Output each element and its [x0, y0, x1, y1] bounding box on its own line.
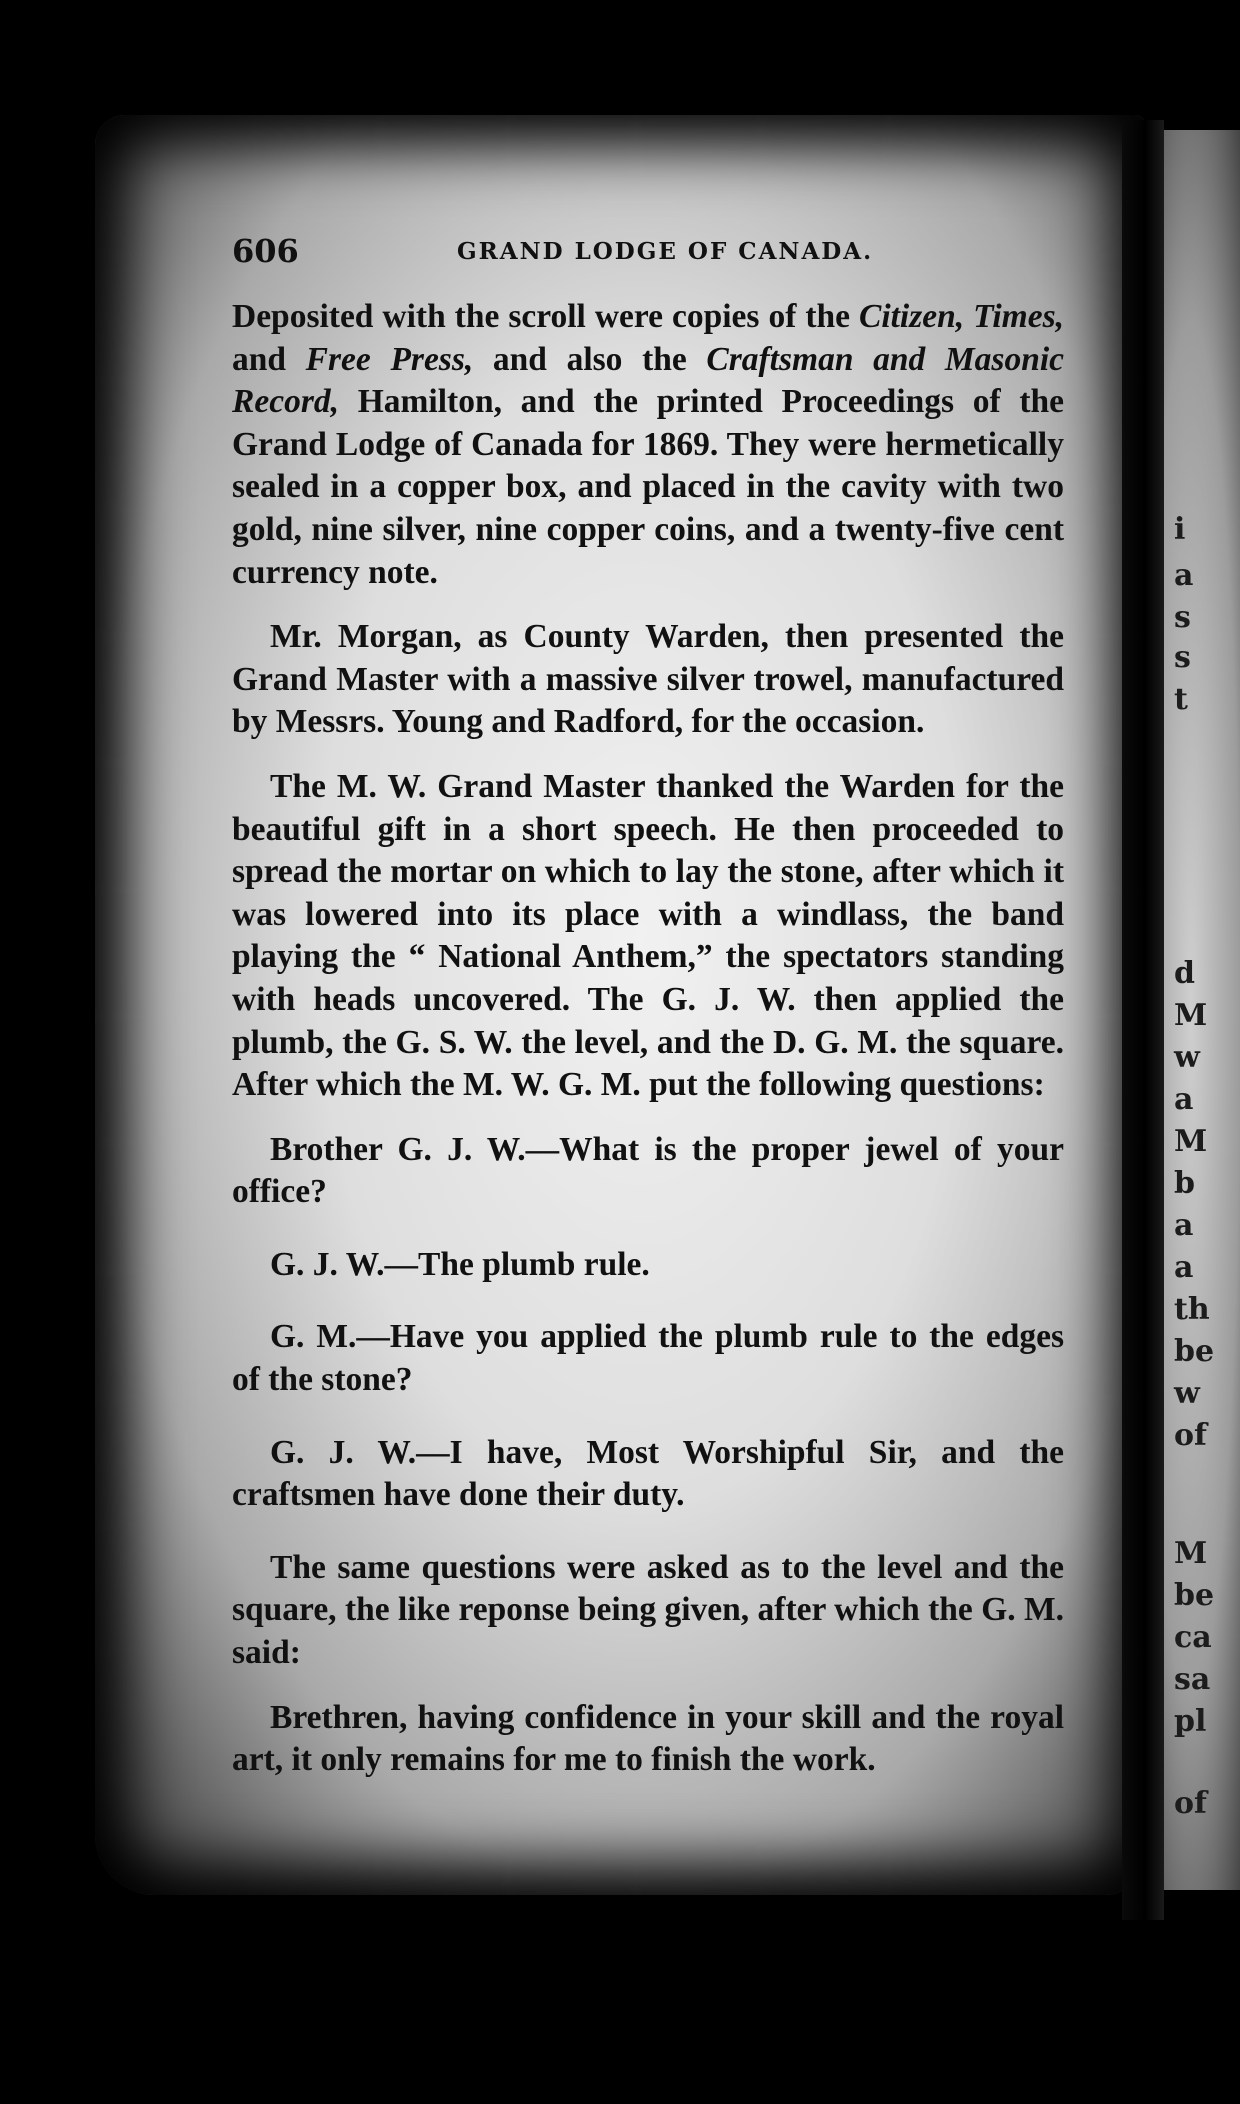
adjacent-page-fragment: of [1174, 1786, 1207, 1821]
paragraph-deposited [232, 296, 1064, 594]
adjacent-page-fragment: a [1174, 1250, 1194, 1285]
newspaper-title: Citizen, [858, 298, 965, 335]
text-run [964, 298, 973, 335]
adjacent-page-fragment: M [1174, 1536, 1208, 1571]
adjacent-page-fragment: a [1174, 1208, 1194, 1243]
paragraph-brethren: Brethren, having confidence in your skill and the royal art, it only remains for me to finish the work. [232, 1698, 1064, 1779]
text-run: and also the [473, 340, 707, 378]
paragraph-ceremony: The M. W. Grand Master thanked the Warden for the beautiful gift in a short speech. He then proceeded to spread the mortar on which to lay the stone, after which it was lowered into its place with a windlass, the band playing the “ National Anthem,” the spectators standing with heads uncovered. The G. J. W. then applied the plumb, the G. S. W. the level, and the D. G. M. the square. After which the M. W. G. M. put the following questions: [232, 767, 1064, 1104]
paragraph-question-jewel: Brother G. J. W.—What is the proper jewel of your office? [232, 1130, 1064, 1211]
adjacent-page-fragment: a [1174, 558, 1194, 593]
newspaper-title: Free Press, [305, 340, 474, 378]
adjacent-page-fragment: be [1174, 1334, 1215, 1369]
adjacent-page-edge [1164, 130, 1240, 1890]
adjacent-page-fragment: a [1174, 1082, 1194, 1117]
adjacent-page-fragment: i [1174, 512, 1186, 547]
paragraph-answer-duty: G. J. W.—I have, Most Worshipful Sir, and the craftsmen have done their duty. [232, 1433, 1064, 1514]
paragraph-question-edges: G. M.—Have you applied the plumb rule to the edges of the stone? [232, 1318, 1064, 1399]
adjacent-page-fragment: sa [1174, 1662, 1211, 1697]
adjacent-page-fragment: s [1174, 600, 1191, 635]
adjacent-page-fragment: be [1174, 1578, 1215, 1613]
paragraph-trowel: Mr. Morgan, as County Warden, then presented the Grand Master with a massive silver trowel, manufactured by Messrs. Young and Radford, for the occasion. [232, 618, 1064, 741]
adjacent-page-fragment: s [1174, 640, 1191, 675]
running-head [232, 232, 1052, 272]
paragraph-level-square: The same questions were asked as to the level and the square, the like reponse being given, after which the G. M. said: [232, 1548, 1064, 1672]
page-number: 606 [232, 232, 299, 270]
text-run: Deposited with the scroll were copies of the [232, 298, 859, 335]
adjacent-page-fragment: d [1174, 956, 1195, 991]
adjacent-page-fragment: w [1174, 1040, 1200, 1075]
adjacent-page-fragment: w [1174, 1376, 1200, 1411]
newspaper-title: Craftsman and Masonic Record, [232, 340, 1065, 421]
adjacent-page-fragment: M [1174, 998, 1208, 1033]
adjacent-page-fragment: ca [1174, 1620, 1212, 1655]
adjacent-page-fragment: of [1174, 1418, 1207, 1453]
running-title: GRAND LODGE OF CANADA. [457, 238, 874, 265]
body-text [232, 296, 1064, 1804]
text-run: Hamilton, and the printed Proceedings of the Grand Lodge of Canada for 1869. They were hermetically sealed in a copper box, and placed in the cavity with two gold, nine silver, nine copper coins, and a twenty-five cent currency note. [232, 383, 1064, 591]
paragraph-answer-plumb: G. J. W.—The plumb rule. [270, 1245, 650, 1283]
adjacent-page-fragment: pl [1174, 1704, 1207, 1739]
text-run: and [232, 340, 306, 378]
adjacent-page-fragment: M [1174, 1124, 1208, 1159]
adjacent-page-fragment: t [1174, 682, 1188, 717]
adjacent-page-fragment: b [1174, 1166, 1195, 1201]
adjacent-page-fragment: th [1174, 1292, 1210, 1327]
newspaper-title: Times, [973, 298, 1065, 335]
book-gutter [1122, 120, 1164, 1920]
